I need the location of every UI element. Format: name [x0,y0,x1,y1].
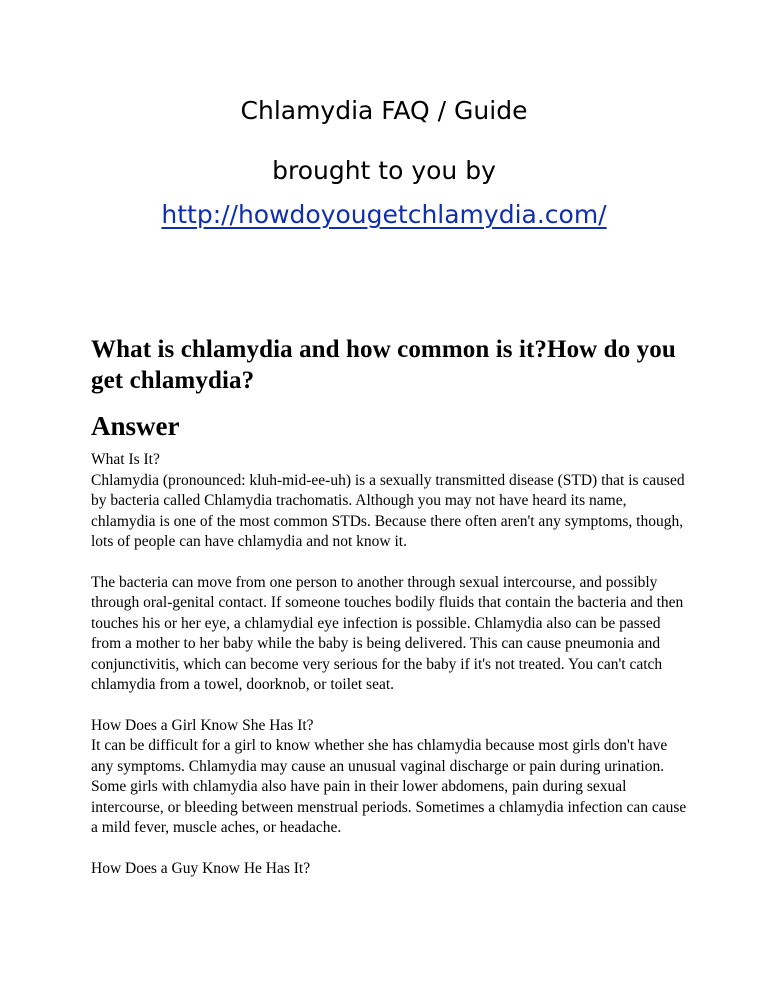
what-is-it-paragraph: Chlamydia (pronounced: kluh-mid-ee-uh) is a sexually transmitted disease (STD) that is caused by bacteria called Chlamydia trachomatis. Although you may not have heard its name, chlamydia is one of the most common STDs. Because there often aren't any symptoms, though, lots of people can have chlamydia and not know it. [91,471,685,550]
what-is-it-heading: What Is It? [91,451,160,468]
guy-symptoms-heading: How Does a Guy Know He Has It? [91,859,311,877]
faq-question: What is chlamydia and how common is it?How do you get chlamydia? [91,336,676,394]
byline: brought to you by [272,156,496,185]
faq-content [91,334,691,879]
girl-symptoms-heading: How Does a Girl Know She Has It? [91,716,314,734]
transmission-paragraph: The bacteria can move from one person to another through sexual intercourse, and possibly through oral-genital contact. If someone touches bodily fluids that contain the bacteria and then touches his or her eye, a chlamydial eye infection is possible. Chlamydia also can be passed from a mother to her baby while the baby is being delivered. This can cause pneumonia and conjunctivitis, which can become very serious for the baby if it's not treated. You can't catch chlamydia from a towel, doorknob, or toilet seat. [91,573,684,693]
title-block [0,94,768,232]
girl-symptoms-paragraph: It can be difficult for a girl to know whether she has chlamydia because most girls don't have any symptoms. Chlamydia may cause an unusual vaginal discharge or pain during urination. Some girls with chlamydia also have pain in their lower abdomens, pain during sexual intercourse, or bleeding between menstrual periods. Sometimes a chlamydia infection can cause a mild fever, muscle aches, or headache. [91,737,687,836]
website-link[interactable]: http://howdoyougetchlamydia.com/ [161,200,607,229]
document-title: Chlamydia FAQ / Guide [240,96,528,125]
answer-heading: Answer [91,411,180,441]
